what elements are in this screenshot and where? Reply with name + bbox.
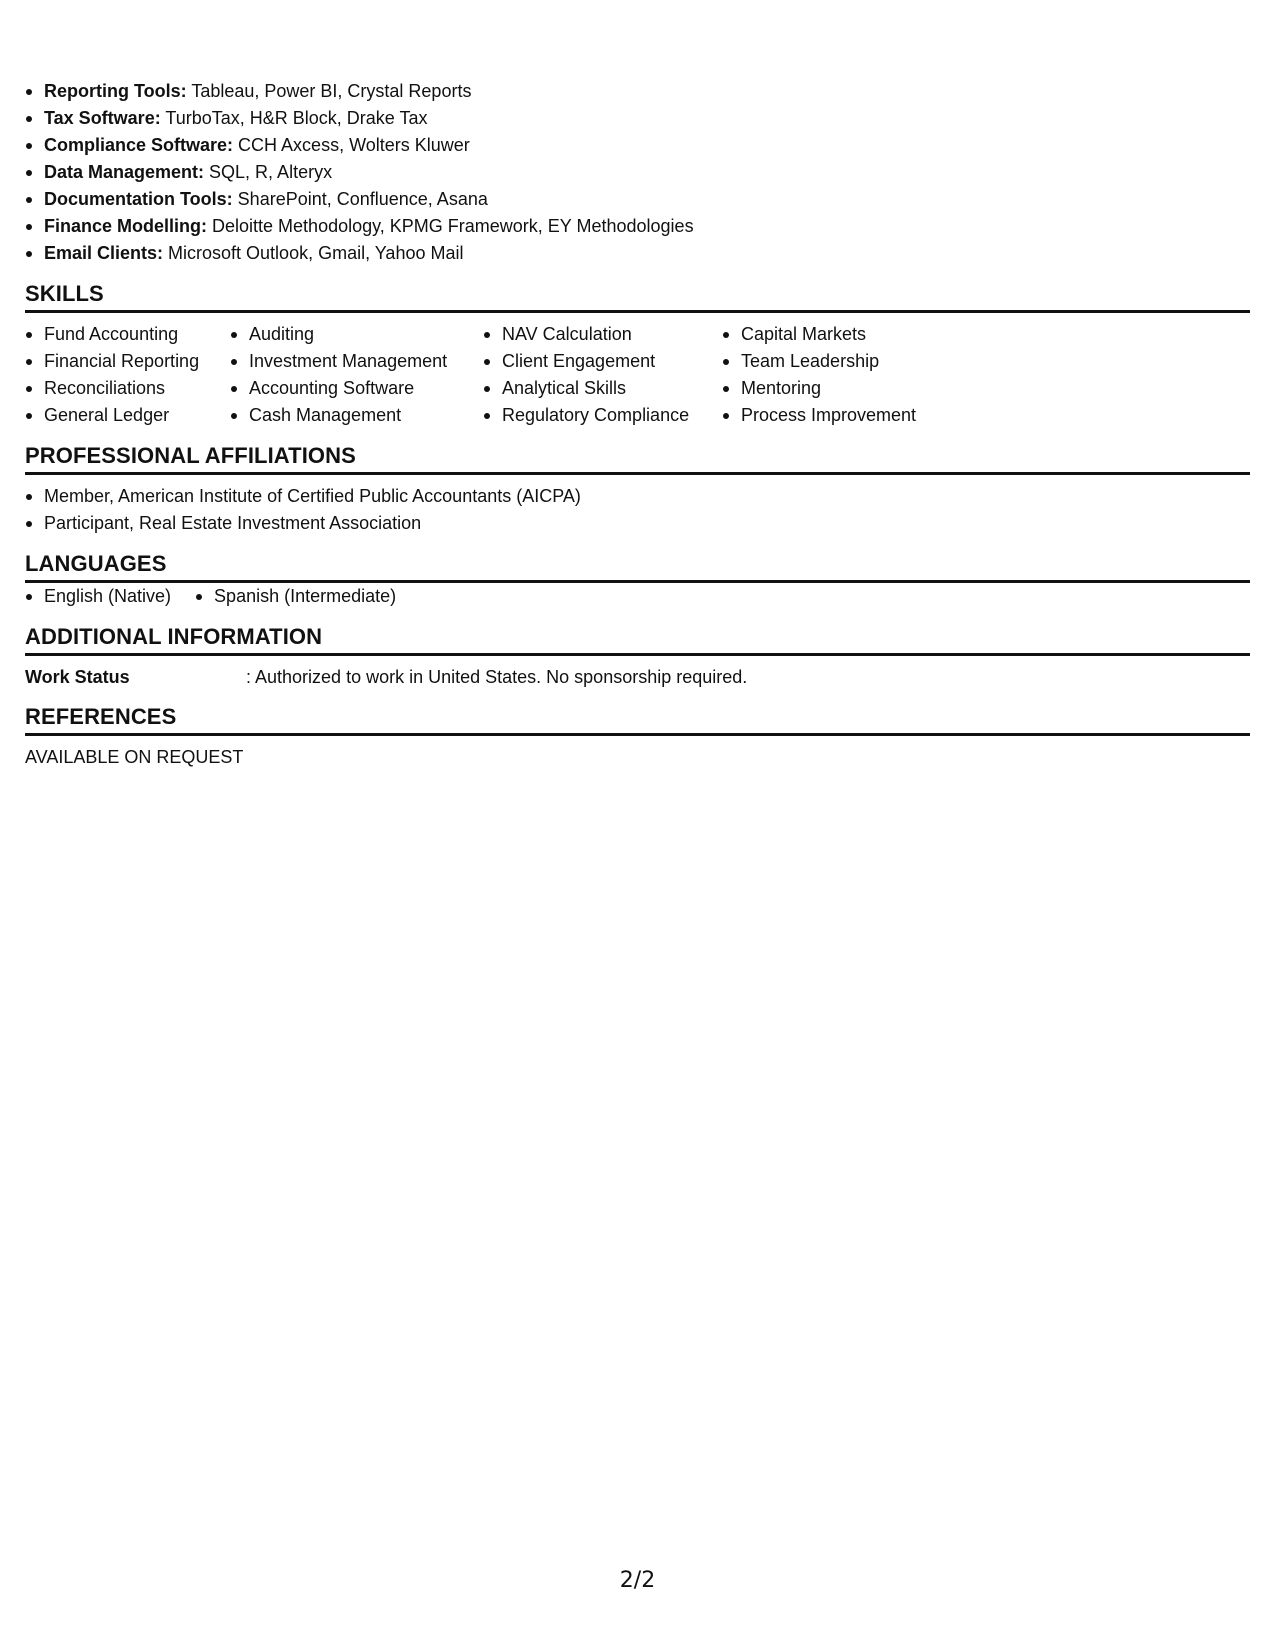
- skill-item: Team Leadership: [722, 348, 982, 375]
- skill-item: Investment Management: [230, 348, 483, 375]
- tool-value: Deloitte Methodology, KPMG Framework, EY Methodologies: [207, 216, 694, 236]
- tool-value: Tableau, Power BI, Crystal Reports: [186, 81, 472, 101]
- tool-label: Compliance Software:: [44, 135, 234, 155]
- skills-grid: [25, 321, 1250, 429]
- skill-item: Process Improvement: [722, 402, 982, 429]
- tool-item-documentation: [25, 186, 1250, 213]
- skills-column: [230, 321, 483, 429]
- skill-item: NAV Calculation: [483, 321, 722, 348]
- references-section: [25, 704, 1250, 770]
- tool-label: Documentation Tools:: [44, 189, 233, 209]
- tool-label: Tax Software:: [44, 108, 161, 128]
- tool-item-finance: [25, 213, 1250, 240]
- skill-item: Mentoring: [722, 375, 982, 402]
- page-number: 2/2: [619, 1568, 656, 1593]
- skill-item: Capital Markets: [722, 321, 982, 348]
- tool-item-data: [25, 159, 1250, 186]
- language-item: English (Native): [25, 583, 171, 610]
- tool-item-tax: [25, 105, 1250, 132]
- skills-section: [25, 281, 1250, 429]
- tool-value: TurboTax, H&R Block, Drake Tax: [160, 108, 428, 128]
- references-heading: REFERENCES: [25, 704, 1250, 736]
- resume-page: [25, 78, 1250, 770]
- affiliation-item: Member, American Institute of Certified Public Accountants (AICPA): [25, 483, 1250, 510]
- work-status-label: Work Status: [25, 667, 130, 687]
- additional-info-heading: ADDITIONAL INFORMATION: [25, 624, 1250, 656]
- work-status-value: : Authorized to work in United States. No sponsorship required.: [246, 667, 748, 687]
- tool-label: Data Management:: [44, 162, 205, 182]
- affiliation-item: Participant, Real Estate Investment Association: [25, 510, 1250, 537]
- affiliations-list: [25, 483, 1250, 537]
- tools-list: [25, 78, 1250, 267]
- tool-value: SharePoint, Confluence, Asana: [232, 189, 488, 209]
- skill-item: Reconciliations: [25, 375, 230, 402]
- affiliations-heading: PROFESSIONAL AFFILIATIONS: [25, 443, 1250, 475]
- skill-item: Analytical Skills: [483, 375, 722, 402]
- skill-item: Cash Management: [230, 402, 483, 429]
- tool-label: Finance Modelling:: [44, 216, 208, 236]
- skill-item: Client Engagement: [483, 348, 722, 375]
- tool-item-email: [25, 240, 1250, 267]
- skill-item: Auditing: [230, 321, 483, 348]
- skill-item: Regulatory Compliance: [483, 402, 722, 429]
- tool-value: SQL, R, Alteryx: [204, 162, 333, 182]
- work-status-row: [25, 664, 1250, 690]
- languages-list: [25, 583, 1250, 610]
- tool-value: Microsoft Outlook, Gmail, Yahoo Mail: [163, 243, 464, 263]
- skill-item: General Ledger: [25, 402, 230, 429]
- additional-info-section: [25, 624, 1250, 690]
- tool-value: CCH Axcess, Wolters Kluwer: [233, 135, 470, 155]
- languages-section: [25, 551, 1250, 610]
- skill-item: Fund Accounting: [25, 321, 230, 348]
- skills-column: [722, 321, 982, 429]
- skills-column: [25, 321, 230, 429]
- skill-item: Accounting Software: [230, 375, 483, 402]
- tool-item-compliance: [25, 132, 1250, 159]
- skills-heading: SKILLS: [25, 281, 1250, 313]
- skill-item: Financial Reporting: [25, 348, 230, 375]
- tool-label: Email Clients:: [44, 243, 164, 263]
- languages-heading: LANGUAGES: [25, 551, 1250, 583]
- affiliations-section: [25, 443, 1250, 537]
- language-item: Spanish (Intermediate): [195, 583, 396, 610]
- skills-column: [483, 321, 722, 429]
- tool-label: Reporting Tools:: [44, 81, 187, 101]
- references-text: AVAILABLE ON REQUEST: [25, 747, 244, 767]
- tool-item-reporting: [25, 78, 1250, 105]
